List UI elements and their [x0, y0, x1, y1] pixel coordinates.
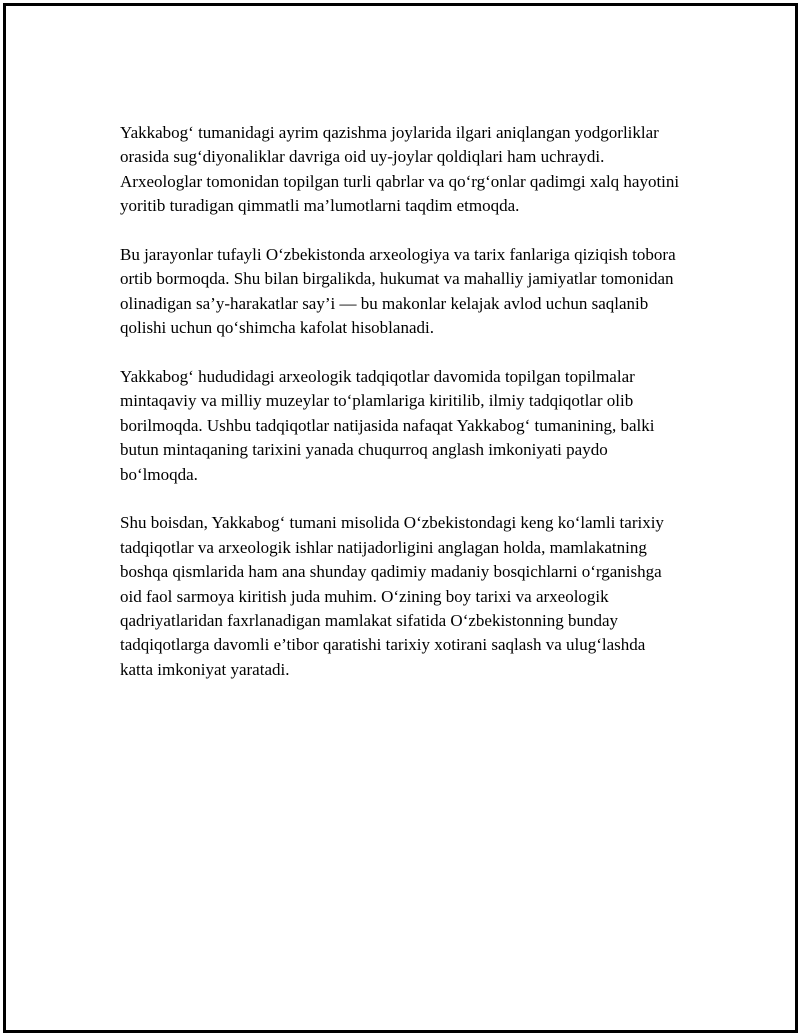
- paragraph-3: Yakkabog‘ hududidagi arxeologik tadqiqotlar davomida topilgan topilmalar mintaqaviy va milliy muzeylar to‘plamlariga kiritilib, ilmiy tadqiqotlar olib borilmoqda. Ushbu tadqiqotlar natijasida nafaqat Yakkabog‘ tumanining, balki butun mintaqaning tarixini yanada chuqurroq anglash imkoniyati paydo bo‘lmoqda.: [120, 367, 655, 484]
- document-page: [3, 3, 798, 1033]
- paragraph-4: Shu boisdan, Yakkabog‘ tumani misolida O‘zbekistondagi keng ko‘lamli tarixiy tadqiqotlar va arxeologik ishlar natijadorligini anglagan holda, mamlakatning boshqa qismlarida ham ana shunday qadimiy madaniy bosqichlarni o‘rganishga oid faol sarmoya kiritish juda muhim. O‘zining boy tarixi va arxeologik qadriyatlaridan faxrlanadigan mamlakat sifatida O‘zbekistonning bunday tadqiqotlarga davomli e’tibor qaratishi tarixiy xotirani saqlash va ulug‘lashda katta imkoniyat yaratadi.: [120, 513, 664, 679]
- paragraph-1: Yakkabog‘ tumanidagi ayrim qazishma joylarida ilgari aniqlangan yodgorliklar orasida sug‘diyonaliklar davriga oid uy-joylar qoldiqlari ham uchraydi. Arxeologlar tomonidan topilgan turli qabrlar va qo‘rg‘onlar qadimgi xalq hayotini yoritib turadigan qimmatli ma’lumotlarni taqdim etmoqda.: [120, 123, 680, 216]
- document-body: [120, 121, 680, 707]
- paragraph-2: Bu jarayonlar tufayli O‘zbekistonda arxeologiya va tarix fanlariga qiziqish tobora ortib bormoqda. Shu bilan birgalikda, hukumat va mahalliy jamiyatlar tomonidan olinadigan sa’y-harakatlar say’i — bu makonlar kelajak avlod uchun saqlanib qolishi uchun qo‘shimcha kafolat hisoblanadi.: [120, 245, 676, 338]
